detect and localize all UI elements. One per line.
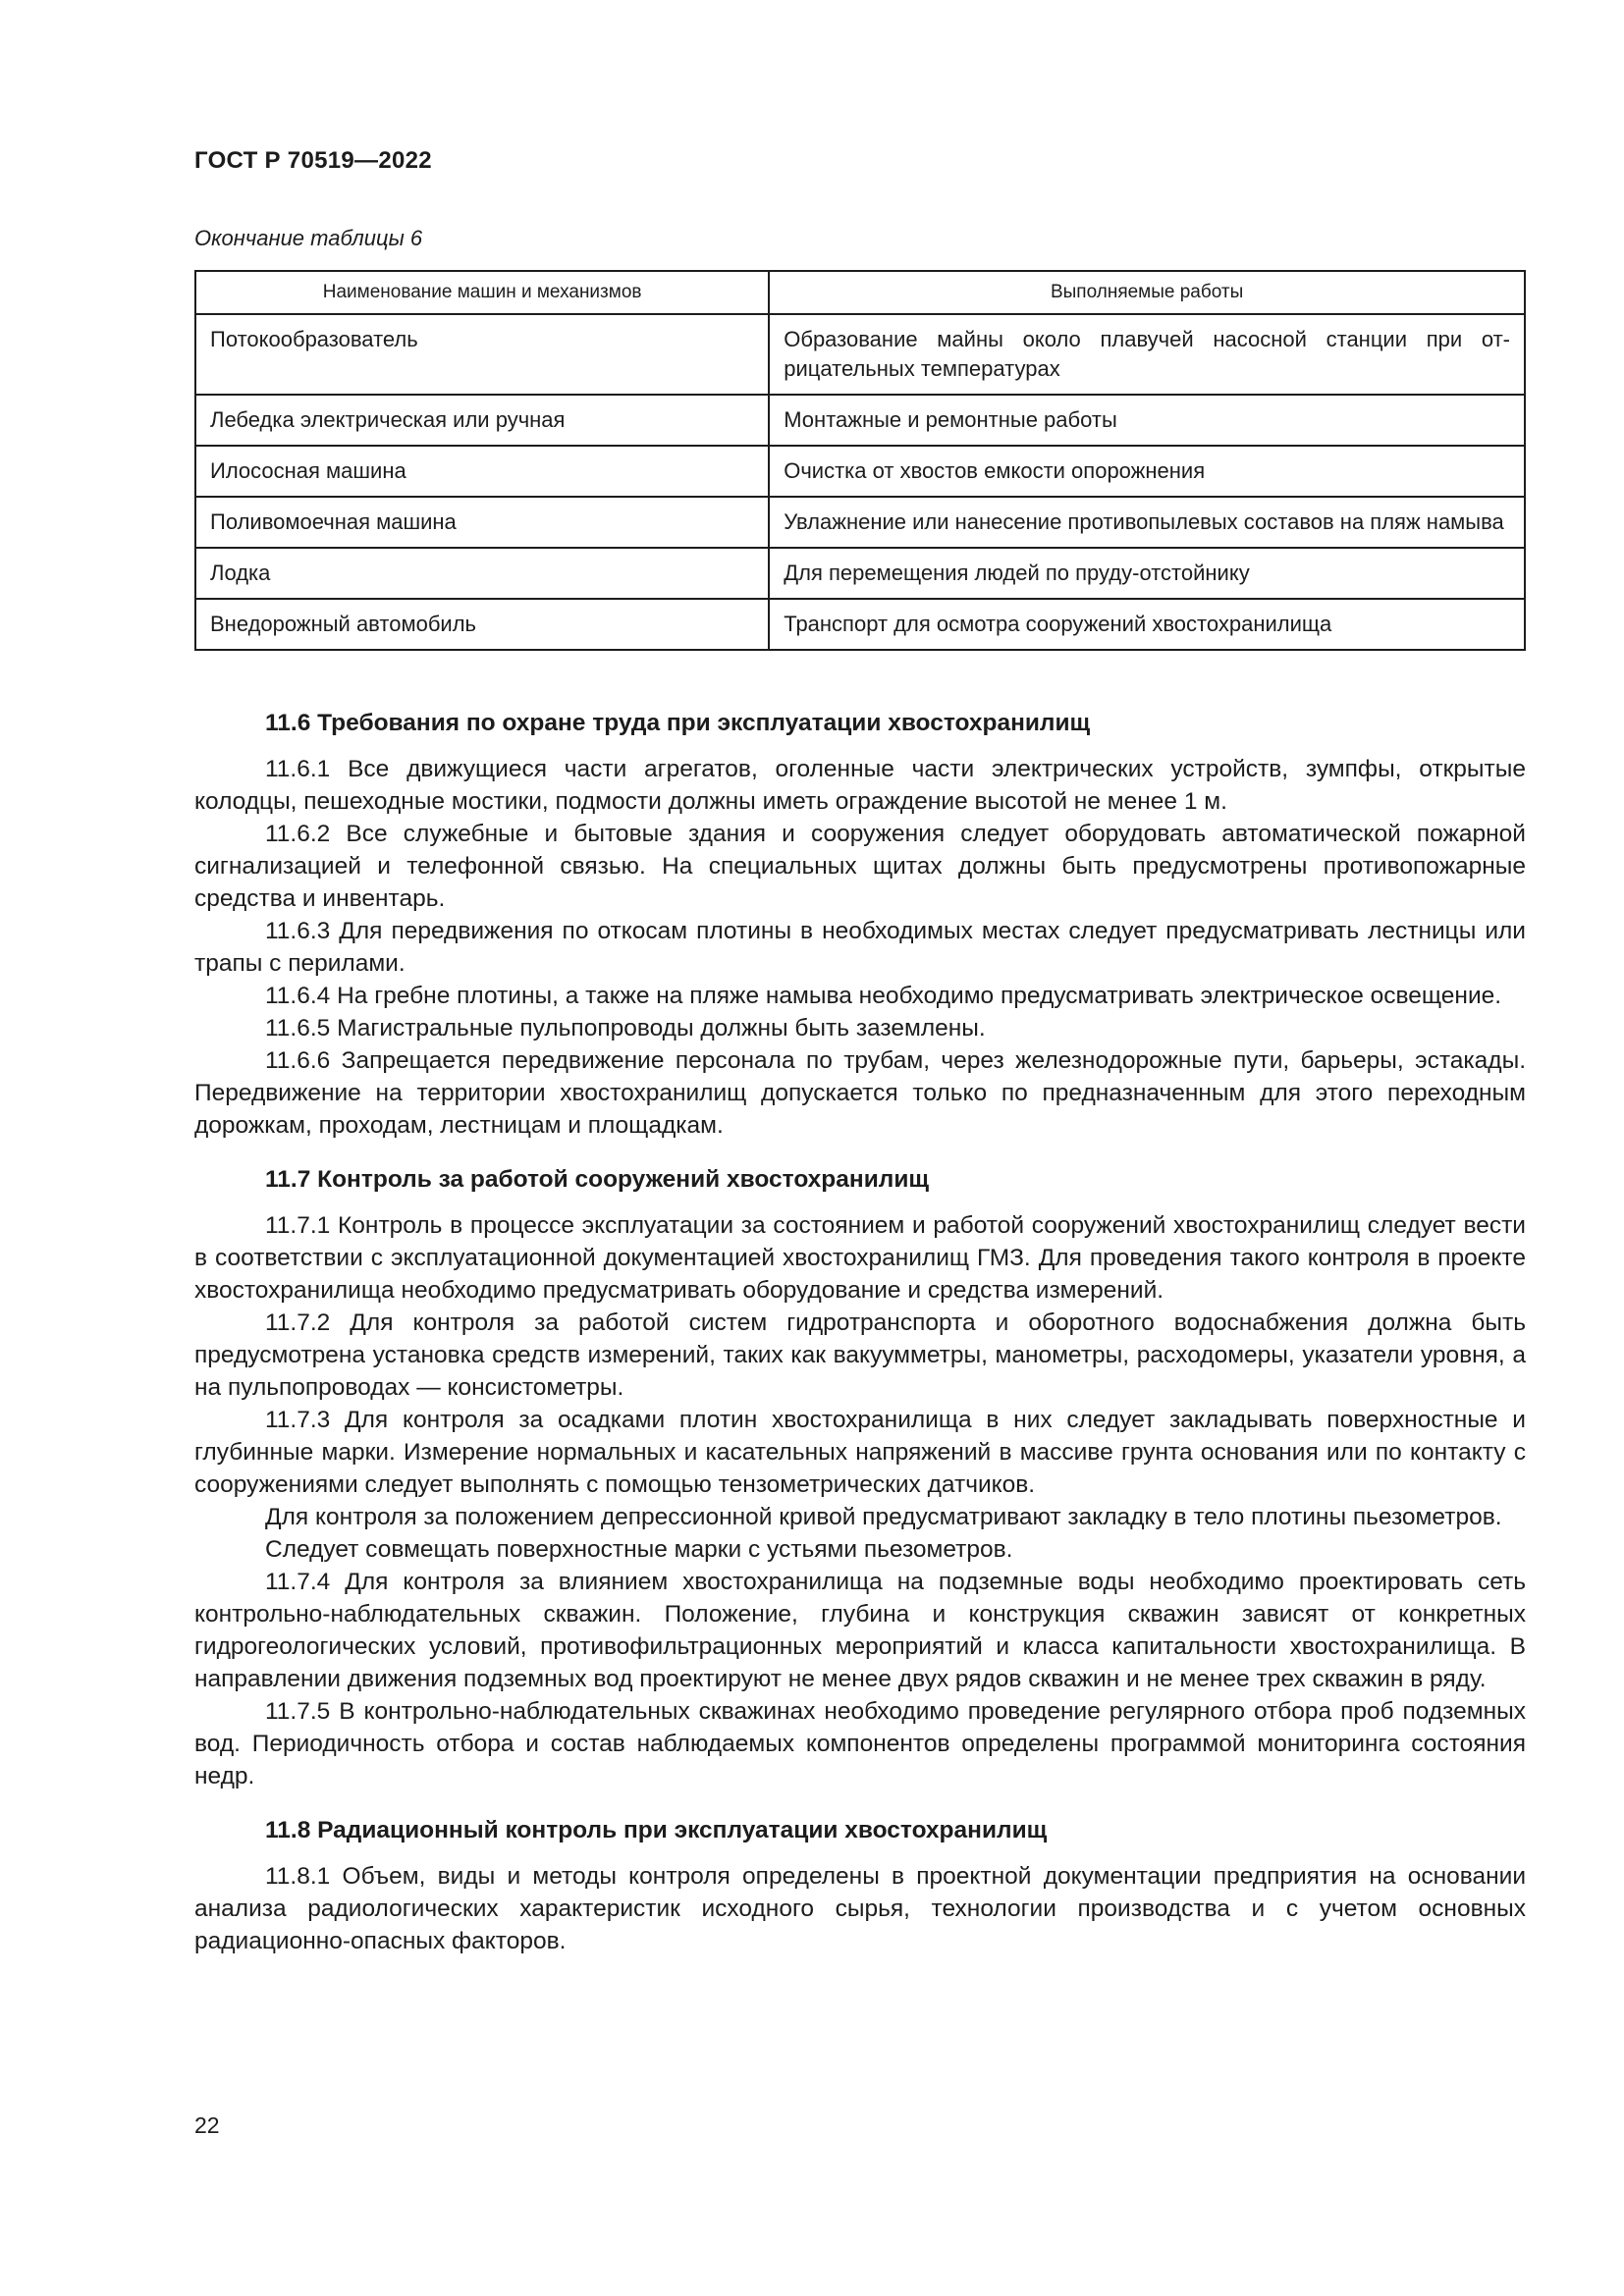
work-cell: Увлажнение или нанесение противопылевых составов на пляж намыва bbox=[769, 497, 1525, 548]
machines-table bbox=[194, 270, 1526, 651]
table-row bbox=[195, 599, 1525, 650]
table-header-row bbox=[195, 271, 1525, 314]
machine-cell: Лодка bbox=[195, 548, 769, 599]
paragraph: Для контроля за положением депрессионной кривой предусматривают закладку в тело плотины пьезометров. bbox=[265, 1504, 1502, 1530]
paragraph: 11.7.1 Контроль в процессе эксплуатации за состоянием и работой сооружений хвостохранилищ следует вести в соответствии с эксплуатационной документацией хвостохранилищ ГМЗ. Для проведения такого контроля в проекте хвостохранилища необходимо предусматривать оборудование и средства измерений. bbox=[194, 1212, 1526, 1304]
document-code: ГОСТ Р 70519—2022 bbox=[194, 147, 432, 174]
table-row bbox=[195, 497, 1525, 548]
paragraph: 11.8.1 Объем, виды и методы контроля определены в проектной документации предприятия на основании анализа радиологических характеристик исходного сырья, технологии производства и с учетом основных радиационно-опасных факторов. bbox=[194, 1863, 1526, 1954]
paragraph: 11.7.2 Для контроля за работой систем гидротранспорта и оборотного водоснабжения должна быть предусмотрена установка средств измерений, таких как вакуумметры, манометры, расходомеры, указатели уровня, а на пульпопроводах — консистометры. bbox=[194, 1309, 1526, 1401]
paragraph: 11.6.6 Запрещается передвижение персонала по трубам, через железнодорожные пути, барьеры, эстакады. Передвижение на территории хвостохранилищ допускается только по предназначенным для этого переходным дорожкам, проходам, лестницам и площадкам. bbox=[194, 1047, 1526, 1139]
paragraph: 11.7.3 Для контроля за осадками плотин хвостохранилища в них следует закладывать поверхностные и глубинные марки. Измерение нормальных и касательных напряжений в массиве грунта основания или по контакту с сооружениями следует выполнять с помощью тензометрических датчиков. bbox=[194, 1407, 1526, 1498]
paragraph: 11.6.4 На гребне плотины, а также на пляже намыва необходимо предусматривать электрическое освещение. bbox=[265, 983, 1502, 1009]
machine-cell: Внедорожный автомобиль bbox=[195, 599, 769, 650]
paragraph: 11.6.3 Для передвижения по откосам плотины в необходимых местах следует предусматривать лестницы или трапы с перилами. bbox=[194, 918, 1526, 977]
paragraph: 11.6.1 Все движущиеся части агрегатов, оголенные части электрических устройств, зумпфы, открытые колодцы, пешеходные мостики, подмости должны иметь ограждение высотой не менее 1 м. bbox=[194, 756, 1526, 815]
paragraph: 11.6.5 Магистральные пульпопроводы должны быть заземлены. bbox=[265, 1015, 986, 1041]
work-cell: Для перемещения людей по пруду-отстойнику bbox=[769, 548, 1525, 599]
machine-cell: Илососная машина bbox=[195, 446, 769, 497]
table-row bbox=[195, 548, 1525, 599]
machine-cell: Лебедка электрическая или ручная bbox=[195, 395, 769, 446]
table-row bbox=[195, 446, 1525, 497]
paragraph: 11.7.4 Для контроля за влиянием хвостохранилища на подземные воды необходимо проектировать сеть контрольно-наблюдательных скважин. Положение, глубина и конструкция скважин зависят от конкретных гидрогеологических условий, противофильтрационных мероприятий и класса капитальности хвостохранилища. В направлении движения подземных вод проектируют не менее двух рядов скважин и не менее трех скважин в ряду. bbox=[194, 1569, 1526, 1692]
machine-cell: Поливомоечная машина bbox=[195, 497, 769, 548]
column-header-work: Выполняемые работы bbox=[769, 271, 1525, 314]
table-row bbox=[195, 314, 1525, 395]
section-title-11-7: 11.7 Контроль за работой сооружений хвостохранилищ bbox=[265, 1166, 930, 1193]
table-row bbox=[195, 395, 1525, 446]
work-cell: Монтажные и ремонтные работы bbox=[769, 395, 1525, 446]
paragraph: 11.7.5 В контрольно-наблюдательных скважинах необходимо проведение регулярного отбора проб подземных вод. Периодичность отбора и состав наблюдаемых компонентов определены программой мониторинга состояния недр. bbox=[194, 1698, 1526, 1789]
section-title-11-6: 11.6 Требования по охране труда при эксплуатации хвостохранилищ bbox=[265, 710, 1091, 736]
work-cell: Очистка от хвостов емкости опорожнения bbox=[769, 446, 1525, 497]
page-number: 22 bbox=[194, 2112, 220, 2138]
paragraph: 11.6.2 Все служебные и бытовые здания и сооружения следует оборудовать автоматической пожарной сигнализацией и телефонной связью. На специальных щитах должны быть предусмотрены противопожарные средства и инвентарь. bbox=[194, 821, 1526, 912]
document-body bbox=[194, 707, 1526, 1957]
work-cell: Транспорт для осмотра сооружений хвостохранилища bbox=[769, 599, 1525, 650]
work-cell: Образование майны около плавучей насосной станции при отрицательных температурах bbox=[769, 314, 1525, 395]
machine-cell: Потокообразователь bbox=[195, 314, 769, 395]
table-caption: Окончание таблицы 6 bbox=[194, 226, 423, 250]
paragraph: Следует совмещать поверхностные марки с устьями пьезометров. bbox=[265, 1536, 1013, 1563]
column-header-machine: Наименование машин и механизмов bbox=[195, 271, 769, 314]
section-title-11-8: 11.8 Радиационный контроль при эксплуатации хвостохранилищ bbox=[265, 1817, 1048, 1843]
